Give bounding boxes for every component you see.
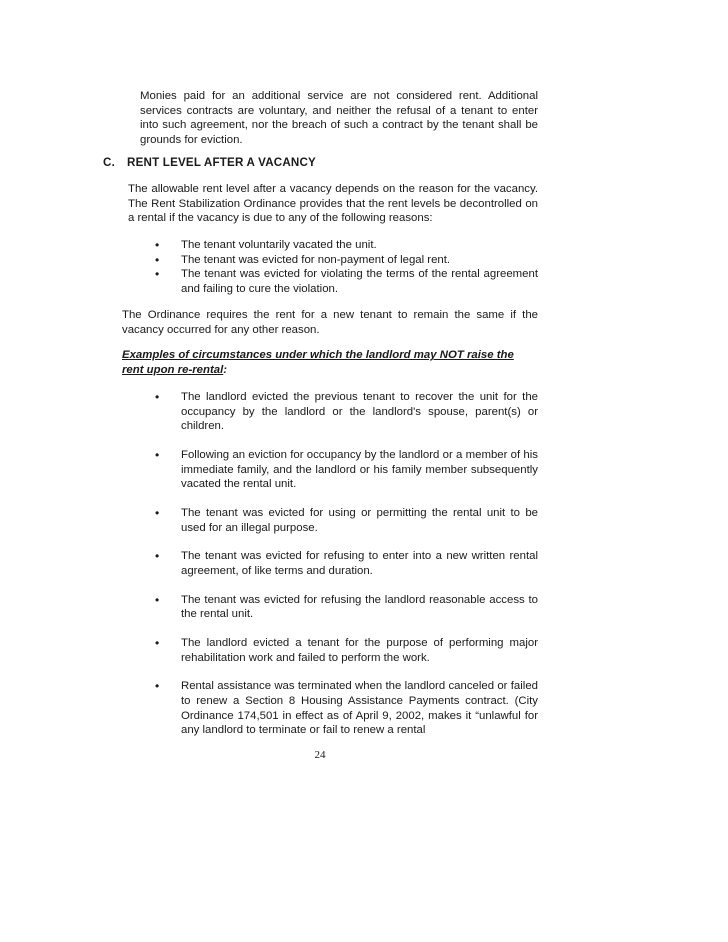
list-item [156, 448, 538, 492]
examples-list [156, 390, 538, 752]
bullet-icon: • [155, 636, 160, 651]
list-item-text: The tenant was evicted for using or permitting the rental unit to be used for an illegal purpose. [181, 506, 538, 534]
list-item [156, 593, 538, 622]
ordinance-paragraph: The Ordinance requires the rent for a new tenant to remain the same if the vacancy occurred for any other reason. [122, 309, 538, 336]
section-title: RENT LEVEL AFTER A VACANCY [127, 156, 316, 169]
list-item [156, 506, 538, 535]
list-item-text: The tenant was evicted for refusing to enter into a new written rental agreement, of like terms and duration. [181, 550, 538, 577]
examples-heading-text: Examples of circumstances under which the landlord may NOT raise the rent upon re-rental [122, 349, 514, 376]
list-item [156, 636, 538, 665]
bullet-icon: • [155, 549, 160, 564]
bullet-icon: • [155, 505, 160, 520]
list-item-text: The landlord evicted a tenant for the purpose of performing major rehabilitation work and failed to perform the work. [181, 637, 538, 664]
list-item [156, 549, 538, 578]
bullet-icon: • [155, 390, 160, 404]
list-item [156, 267, 538, 296]
list-item [156, 238, 538, 253]
additional-services-paragraph: Monies paid for an additional service are not considered rent. Additional services contracts are voluntary, and neither the refusal of a tenant to enter into such agreement, nor the breach of such a contract by the tenant shall be grounds for eviction. [140, 90, 538, 146]
list-item-text: Rental assistance was terminated when the landlord canceled or failed to renew a Section 8 Housing Assistance Payments contract. (City Ordinance 174,501 in effect as of April 9, 2002, makes it “unlawful for any landlord to terminate or fail to renew a rental [181, 680, 538, 737]
bullet-icon: • [155, 447, 160, 462]
decontrol-reasons-list [156, 238, 538, 296]
bullet-icon: • [155, 252, 160, 267]
bullet-icon: • [155, 592, 160, 607]
examples-heading-colon: : [223, 363, 228, 376]
bullet-icon: • [155, 238, 160, 252]
list-item [156, 679, 538, 737]
list-item-text: Following an eviction for occupancy by the landlord or a member of his immediate family, and the landlord or his family member subsequently vacated the rental unit. [181, 448, 538, 491]
list-item [156, 390, 538, 434]
list-item-text: The landlord evicted the previous tenant to recover the unit for the occupancy by the landlord or the landlord's spouse, parent(s) or children. [181, 391, 538, 433]
bullet-icon: • [155, 679, 160, 694]
list-item [156, 253, 538, 268]
list-item-text: The tenant voluntarily vacated the unit. [181, 239, 377, 251]
examples-heading [122, 348, 538, 377]
vacancy-intro-paragraph: The allowable rent level after a vacancy depends on the reason for the vacancy. The Rent Stabilization Ordinance provides that the rent levels be decontrolled on a rental if the vacancy is due to any of the following reasons: [128, 183, 538, 225]
page-number: 24 [314, 749, 326, 761]
list-item-text: The tenant was evicted for refusing the landlord reasonable access to the rental unit. [181, 593, 538, 621]
section-heading [103, 156, 316, 171]
section-letter: C. [103, 156, 115, 169]
bullet-icon: • [155, 267, 160, 282]
list-item-text: The tenant was evicted for non-payment of legal rent. [181, 253, 451, 266]
list-item-text: The tenant was evicted for violating the terms of the rental agreement and failing to cure the violation. [181, 268, 538, 295]
